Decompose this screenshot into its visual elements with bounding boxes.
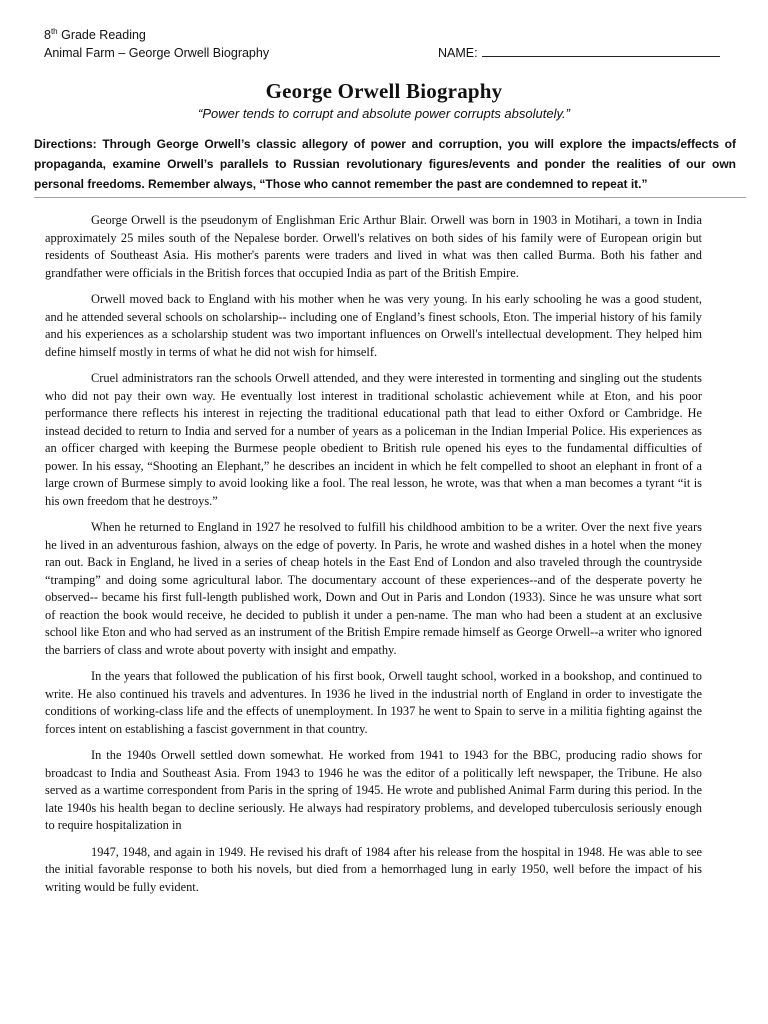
biography-body: [45, 212, 702, 905]
paragraph-4: When he returned to England in 1927 he resolved to fulfill his childhood ambition to be a writer. Over the next five years he lived in an adventurous fashion, always on the edge of poverty. In Paris, he wrote and washed dishes in a hotel when the money ran out. Back in England, he lived in a series of cheap hotels in the East End of London and also traveled through the countryside “tramping” and doing some agricultural labor. The documentary account of these experiences--and of the desperate poverty he observed-- became his first full-length published work, Down and Out in Paris and London (1933). Since he was unsure what sort of reaction the book would receive, he decided to publish it under a pen-name. The man who had been a student at an exclusive school like Eton and who had served as an instrument of the British Empire remade himself as George Orwell--a writer who ignored the barriers of class and wrote about poverty with insight and empathy.: [45, 520, 702, 657]
grade-number: 8: [44, 28, 51, 42]
paragraph-2: Orwell moved back to England with his mother when he was very young. In his early schooling he was a good student, and he attended several schools on scholarship-- including one of England’s finest schools, Eton. The imperial history of his family and his experiences as a scholarship student was two important influences on Orwell's intellectual development. They helped him define himself mostly in terms of what he did not wish for himself.: [45, 292, 702, 359]
unit-label: Animal Farm – George Orwell Biography: [44, 46, 270, 60]
paragraph-6: In the 1940s Orwell settled down somewhat. He worked from 1941 to 1943 for the BBC, producing radio shows for broadcast to India and Southeast Asia. From 1943 to 1946 he was the editor of a politically left newspaper, the Tribune. He also served as a wartime correspondent from Paris in the spring of 1945. He wrote and published Animal Farm during this period. In the late 1940s his health began to decline seriously. He always had respiratory problems, and developed tuberculosis seriously enough to require hospitalization in: [45, 748, 702, 832]
document-title: George Orwell Biography: [265, 79, 503, 103]
name-field[interactable]: [438, 44, 720, 62]
paragraph-5: In the years that followed the publication of his first book, Orwell taught school, worked in a bookshop, and continued to write. He also continued his travels and adventures. In 1936 he lived in the industrial north of England in order to investigate the conditions of working-class life and the effects of unemployment. In 1937 he went to Spain to serve in a militia fighting against the forces intent on establishing a fascist government in that country.: [45, 669, 702, 736]
grade-suffix: th: [50, 26, 58, 36]
epigraph-quote: “Power tends to corrupt and absolute power corrupts absolutely.”: [198, 106, 570, 121]
paragraph-7: 1947, 1948, and again in 1949. He revised his draft of 1984 after his release from the hospital in 1948. He was able to see the initial favorable response to both his novels, but died from a hemorrhaged lung in early 1950, well before the impact of his writing would be fully evident.: [45, 844, 702, 894]
worksheet-header: [44, 26, 269, 62]
name-blank-line[interactable]: [482, 44, 720, 57]
directions-text: Directions: Through George Orwell’s classic allegory of power and corruption, you will explore the impacts/effects of propaganda, examine Orwell’s parallels to Russian revolutionary figures/events and ponder the realities of our own personal freedoms. Remember always, “Those who cannot remember the past are condemned to repeat it.”: [34, 137, 736, 191]
grade-text: Grade Reading: [57, 28, 146, 42]
paragraph-1: George Orwell is the pseudonym of Englishman Eric Arthur Blair. Orwell was born in 1903 in Motihari, a town in India approximately 25 miles south of the Nepalese border. Orwell's relatives on both sides of his family were of European origin but residents of Southeast Asia. His mother's parents were traders and lived in what was then called Burma. Both his father and grandfather were officials in the British forces that occupied India as part of the British Empire.: [45, 213, 702, 280]
name-label: NAME:: [438, 46, 478, 60]
grade-label: [44, 26, 269, 44]
paragraph-3: Cruel administrators ran the schools Orwell attended, and they were interested in tormenting and singling out the students who did not pay their own way. He eventually lost interest in traditional scholastic achievement while at Eton, and his poor performance there reflects his interest in rejecting the traditional educational path that lead to either Oxford or Cambridge. He instead decided to return to India and served for a number of years as a policeman in the Indian Imperial Police. His experiences as an officer charged with keeping the Burmese people obedient to British rule opened his eyes to the fundamental difficulties of power. In his essay, “Shooting an Elephant,” he describes an incident in which he felt compelled to shoot an elephant in front of a large crown of Burmese simply to avoid looking like a fool. The real lesson, he wrote, was that when a man becomes a tyrant “it is his own freedom that he destroys.”: [45, 371, 702, 508]
divider-rule: [34, 197, 746, 198]
